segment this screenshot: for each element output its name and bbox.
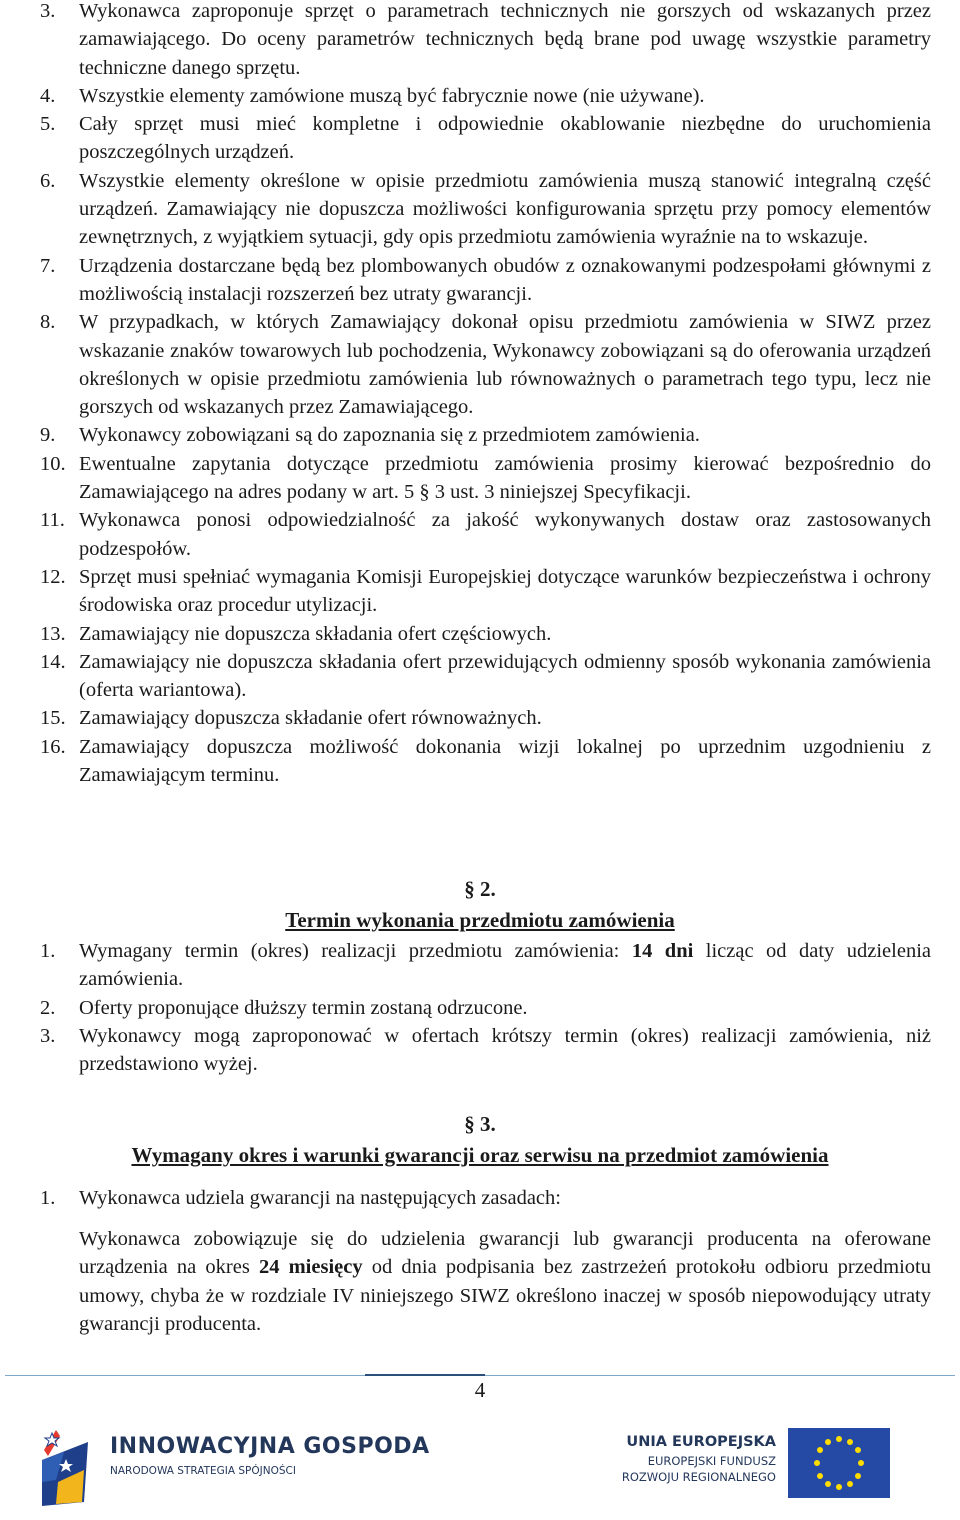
section-number: § 2. bbox=[464, 877, 496, 901]
item-number: 15. bbox=[40, 707, 66, 730]
item-number: 2. bbox=[40, 996, 56, 1019]
logo-subtitle: NARODOWA STRATEGIA SPÓJNOŚCI bbox=[110, 1465, 296, 1477]
item-text: Ewentualne zapytania dotyczące przedmiotu zamówienia prosimy kierować bezpośrednio do Zamawiającego na adres podany w art. 5 § 3 ust. 3 niniejszej Specyfikacji. bbox=[79, 452, 931, 504]
item-number: 5. bbox=[40, 113, 56, 136]
item-text: Zamawiający dopuszcza składanie ofert równoważnych. bbox=[79, 707, 542, 730]
item-text: Wykonawca udziela gwarancji na następujących zasadach: bbox=[79, 1187, 561, 1209]
list-item bbox=[40, 937, 931, 994]
paragraph-text: od dnia podpisania bez zastrzeżeń protokołu odbioru przedmiotu umowy, chyba że w rozdziale IV niniejszego SIWZ określono inaczej w sposób niepowodujący utraty gwarancji producenta. bbox=[79, 1256, 931, 1335]
item-text: licząc od daty udzielenia zamówienia. bbox=[79, 940, 931, 991]
item-number: 3. bbox=[40, 1024, 56, 1047]
list-item bbox=[40, 82, 931, 110]
item-number: 3. bbox=[40, 0, 56, 22]
item-number: 4. bbox=[40, 84, 56, 107]
innowacyjna-gospodarka-logo bbox=[38, 1420, 430, 1510]
item-number: 14. bbox=[40, 650, 66, 673]
warranty-period: 24 miesięcy bbox=[258, 1256, 363, 1279]
item-text: Wszystkie elementy zamówione muszą być fabrycznie nowe (nie używane). bbox=[79, 84, 705, 107]
list-item bbox=[40, 252, 931, 309]
section-title: Wymagany okres i warunki gwarancji oraz serwisu na przedmiot zamówienia bbox=[131, 1143, 829, 1167]
requirements-list bbox=[40, 0, 931, 789]
list-item bbox=[40, 704, 931, 732]
list-item bbox=[40, 1022, 931, 1079]
list-item bbox=[40, 450, 931, 507]
item-text: Wykonawca ponosi odpowiedzialność za jakość wykonywanych dostaw oraz zastosowanych podzespołów. bbox=[79, 509, 931, 560]
eu-logo-line: ROZWOJU REGIONALNEGO bbox=[621, 1470, 776, 1484]
innovation-emblem-icon bbox=[38, 1420, 98, 1512]
eu-fund-logo bbox=[610, 1428, 900, 1500]
section-title: Termin wykonania przedmiotu zamówienia bbox=[285, 908, 675, 932]
item-text: Wymagany termin (okres) realizacji przedmiotu zamówienia: bbox=[79, 940, 632, 962]
list-item bbox=[40, 563, 931, 620]
deadline-list bbox=[40, 937, 931, 1078]
item-number: 16. bbox=[40, 735, 66, 758]
list-item bbox=[40, 1184, 931, 1212]
deadline-value: 14 dni bbox=[631, 940, 694, 962]
item-text: Sprzęt musi spełniać wymagania Komisji Europejskiej dotyczące warunków bezpieczeństwa i ochrony środowiska oraz procedur utylizacji. bbox=[79, 565, 931, 617]
warranty-paragraph bbox=[79, 1225, 931, 1338]
list-item bbox=[40, 0, 931, 82]
logo-title: INNOWACYJNA GOSPODA bbox=[110, 1434, 430, 1459]
section-number: § 3. bbox=[464, 1112, 496, 1136]
item-text: Oferty proponujące dłuższy termin zostaną odrzucone. bbox=[79, 996, 528, 1019]
warranty-list bbox=[40, 1184, 931, 1212]
item-number: 7. bbox=[40, 254, 56, 277]
page-number: 4 bbox=[474, 1378, 486, 1402]
item-number: 8. bbox=[40, 311, 56, 334]
item-number: 1. bbox=[40, 940, 56, 962]
item-text: W przypadkach, w których Zamawiający dokonał opisu przedmiotu zamówienia w SIWZ przez wskazanie znaków towarowych lub pochodzenia, Wykonawcy zobowiązani są do oferowania urządzeń określonych w opisie przedmiotu zamówienia lub równoważnych o parametrach tego typu, lecz nie gorszych od wskazanych przez Zamawiającego. bbox=[79, 311, 931, 419]
item-number: 11. bbox=[40, 509, 65, 532]
item-text: Cały sprzęt musi mieć kompletne i odpowiednie okablowanie niezbędne do uruchomienia poszczególnych urządzeń. bbox=[79, 113, 931, 164]
item-number: 12. bbox=[40, 565, 66, 588]
item-text: Wykonawca zaproponuje sprzęt o parametrach technicznych nie gorszych od wskazanych przez zamawiającego. Do oceny parametrów technicznych będą brane pod uwagę wszystkie parametry techniczne danego sprzętu. bbox=[79, 0, 931, 79]
item-number: 10. bbox=[40, 452, 66, 475]
eu-flag-icon bbox=[788, 1428, 890, 1498]
item-text: Zamawiający nie dopuszcza składania ofert przewidujących odmienny sposób wykonania zamówienia (oferta wariantowa). bbox=[79, 650, 931, 702]
list-item bbox=[40, 308, 931, 421]
item-text: Wszystkie elementy określone w opisie przedmiotu zamówienia muszą stanowić integralną część urządzeń. Zamawiający nie dopuszcza możliwości konfigurowania sprzętu przy pomocy elementów zewnętrznych, z wyjątkiem sytuacji, gdy opis przedmiotu zamówienia wyraźnie na to wskazuje. bbox=[79, 169, 931, 249]
list-item bbox=[40, 421, 931, 449]
paragraph-text: Wykonawca zobowiązuje się do udzielenia gwarancji lub gwarancji producenta na oferowane urządzenia na okres bbox=[79, 1228, 931, 1279]
item-number: 9. bbox=[40, 424, 56, 447]
list-item bbox=[40, 733, 931, 790]
item-text: Wykonawcy zobowiązani są do zapoznania się z przedmiotem zamówienia. bbox=[79, 424, 700, 447]
item-text: Urządzenia dostarczane będą bez plombowanych obudów z oznakowanymi podzespołami głównymi z możliwością instalacji rozszerzeń bez utraty gwarancji. bbox=[79, 254, 931, 305]
item-number: 13. bbox=[40, 622, 66, 645]
list-item bbox=[40, 110, 931, 167]
eu-logo-line: UNIA EUROPEJSKA bbox=[626, 1434, 776, 1450]
item-number: 6. bbox=[40, 169, 56, 192]
list-item bbox=[40, 620, 931, 648]
item-text: Zamawiający dopuszcza możliwość dokonania wizji lokalnej po uprzednim uzgodnieniu z Zamawiającym terminu. bbox=[79, 735, 931, 787]
item-text: Zamawiający nie dopuszcza składania ofert częściowych. bbox=[79, 622, 552, 645]
list-item bbox=[40, 506, 931, 563]
list-item bbox=[40, 648, 931, 705]
eu-logo-line: EUROPEJSKI FUNDUSZ bbox=[647, 1454, 776, 1468]
item-text: Wykonawcy mogą zaproponować w ofertach krótszy termin (okres) realizacji zamówienia, niż przedstawiono wyżej. bbox=[79, 1024, 931, 1076]
item-number: 1. bbox=[40, 1187, 56, 1209]
list-item bbox=[40, 994, 931, 1022]
list-item bbox=[40, 167, 931, 252]
